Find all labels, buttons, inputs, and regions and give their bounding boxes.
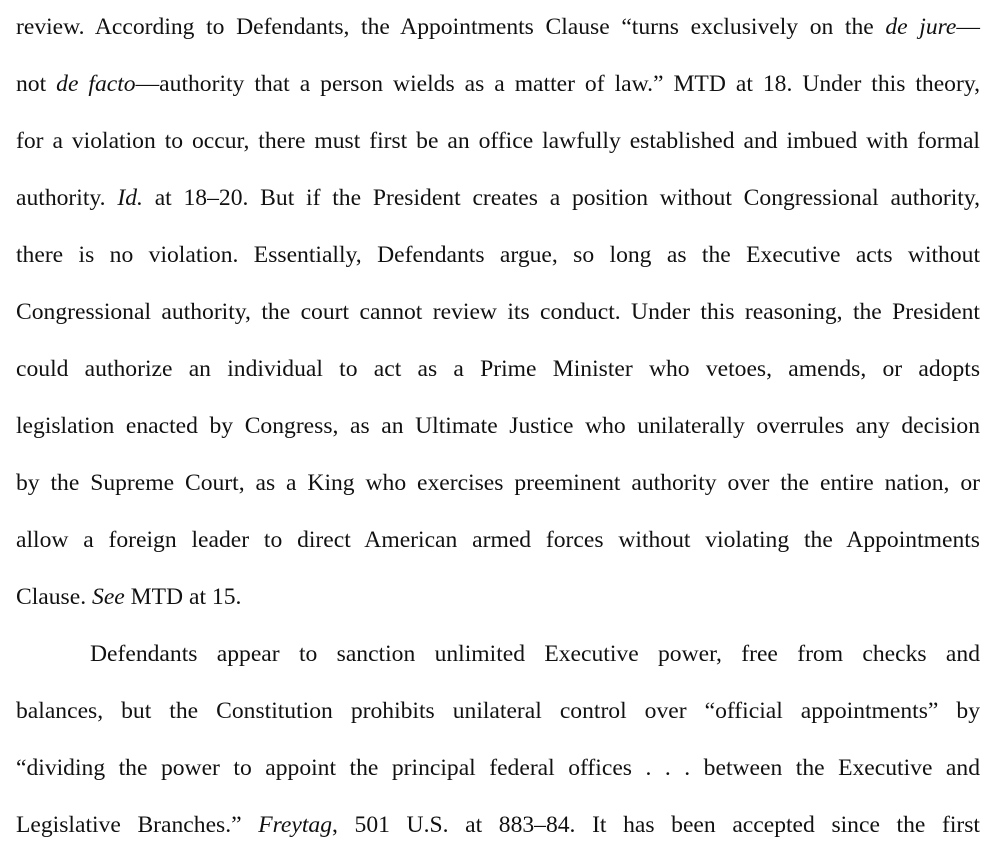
text-run: for a violation to occur, there must first be an office lawfully established and imbued with formal <box>16 128 980 154</box>
text-run: at 18–20. But if the President creates a position without Congressional authority, <box>142 185 981 211</box>
text-line <box>16 67 980 101</box>
text-run: could authorize an individual to act as a Prime Minister who vetoes, amends, or adopts <box>16 356 980 382</box>
text-line <box>16 124 980 158</box>
text-run: “dividing the power to appoint the principal federal offices . . . between the Executive and <box>16 755 980 781</box>
text-run: Legislative Branches.” <box>16 812 259 838</box>
text-line <box>16 181 980 215</box>
text-run: , 501 U.S. at 883–84. It has been accepted since the first <box>332 812 980 838</box>
text-line <box>16 751 980 785</box>
text-run: not <box>16 71 57 97</box>
italic-citation: See <box>92 584 125 610</box>
text-line <box>16 238 980 272</box>
text-line <box>16 10 980 44</box>
text-run: by the Supreme Court, as a King who exercises preeminent authority over the entire nation, or <box>16 470 980 496</box>
italic-citation: Freytag <box>258 812 333 838</box>
text-run: there is no violation. Essentially, Defendants argue, so long as the Executive acts without <box>16 242 980 268</box>
text-line <box>16 466 980 500</box>
text-run: allow a foreign leader to direct American armed forces without violating the Appointments <box>16 527 980 553</box>
text-run: — <box>956 14 980 40</box>
text-line <box>16 580 980 614</box>
text-line <box>16 409 980 443</box>
italic-citation: de jure <box>885 14 957 40</box>
text-run: Congressional authority, the court cannot review its conduct. Under this reasoning, the President <box>16 299 980 325</box>
text-line <box>16 523 980 557</box>
text-run: legislation enacted by Congress, as an Ultimate Justice who unilaterally overrules any decision <box>16 413 980 439</box>
text-run: balances, but the Constitution prohibits unilateral control over “official appointments” by <box>16 698 980 724</box>
text-line <box>16 694 980 728</box>
text-run: —authority that a person wields as a matter of law.” MTD at 18. Under this theory, <box>135 71 980 97</box>
text-line <box>16 352 980 386</box>
text-run: Clause. <box>16 584 93 610</box>
text-line <box>16 295 980 329</box>
italic-citation: de facto <box>56 71 136 97</box>
text-run: Defendants appear to sanction unlimited Executive power, free from checks and <box>90 641 980 667</box>
text-run: MTD at 15. <box>124 584 242 610</box>
text-run: review. According to Defendants, the Appointments Clause “turns exclusively on the <box>16 14 886 40</box>
paragraph-first-line <box>90 637 980 671</box>
text-line <box>16 808 980 842</box>
text-run: authority. <box>16 185 118 211</box>
italic-citation: Id. <box>117 185 143 211</box>
